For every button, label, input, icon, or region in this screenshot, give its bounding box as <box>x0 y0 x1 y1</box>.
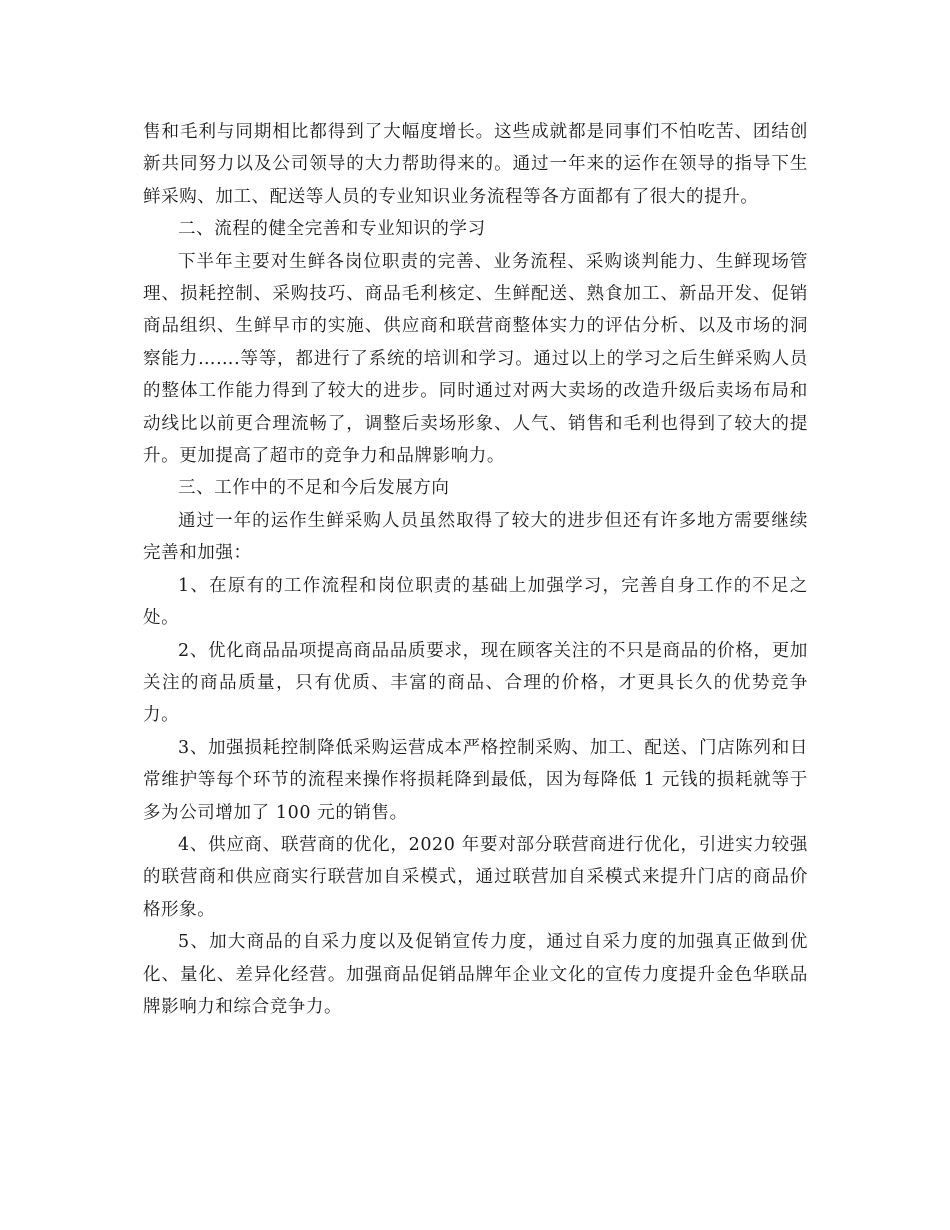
paragraph-training: 下半年主要对生鲜各岗位职责的完善、业务流程、采购谈判能力、生鲜现场管理、损耗控制、采购技巧、商品毛利核定、生鲜配送、熟食加工、新品开发、促销商品组织、生鲜早市的实施、供应商和联营商整体实力的评估分析、以及市场的洞察能力…….等等，都进行了系统的培训和学习。通过以上的学习之后生鲜采购人员的整体工作能力得到了较大的进步。同时通过对两大卖场的改造升级后卖场布局和动线比以前更合理流畅了，调整后卖场形象、人气、销售和毛利也得到了较大的提升。更加提高了超市的竞争力和品牌影响力。 <box>143 251 808 467</box>
list-item-3: 3、加强损耗控制降低采购运营成本严格控制采购、加工、配送、门店陈列和日常维护等每个环节的流程来操作将损耗降到最低，因为每降低 1 元钱的损耗就等于多为公司增加了 100 元的销售。 <box>143 737 808 823</box>
list-item-5: 5、加大商品的自采力度以及促销宣传力度，通过自采力度的加强真正做到优化、量化、差异化经营。加强商品促销品牌年企业文化的宣传力度提升金色华联品牌影响力和综合竞争力。 <box>143 932 808 1017</box>
list-item-4: 4、供应商、联营商的优化，2020 年要对部分联营商进行优化，引进实力较强的联营商和供应商实行联营加自采模式，通过联营加自采模式来提升门店的商品价格形象。 <box>143 834 808 920</box>
paragraph-intro: 通过一年的运作生鲜采购人员虽然取得了较大的进步但还有许多地方需要继续完善和加强： <box>143 510 808 564</box>
list-item-1: 1、在原有的工作流程和岗位职责的基础上加强学习，完善自身工作的不足之处。 <box>143 575 808 629</box>
list-item-2: 2、优化商品品项提高商品品质要求，现在顾客关注的不只是商品的价格，更加关注的商品质量，只有优质、丰富的商品、合理的价格，才更具长久的优势竞争力。 <box>143 640 808 726</box>
section-heading-2: 二、流程的健全完善和专业知识的学习 <box>178 219 486 240</box>
paragraph-continuation: 售和毛利与同期相比都得到了大幅度增长。这些成就都是同事们不怕吃苦、团结创新共同努力以及公司领导的大力帮助得来的。通过一年来的运作在领导的指导下生鲜采购、加工、配送等人员的专业知识业务流程等各方面都有了很大的提升。 <box>143 122 808 207</box>
document-body <box>143 116 808 1023</box>
section-heading-3: 三、工作中的不足和今后发展方向 <box>178 478 450 499</box>
